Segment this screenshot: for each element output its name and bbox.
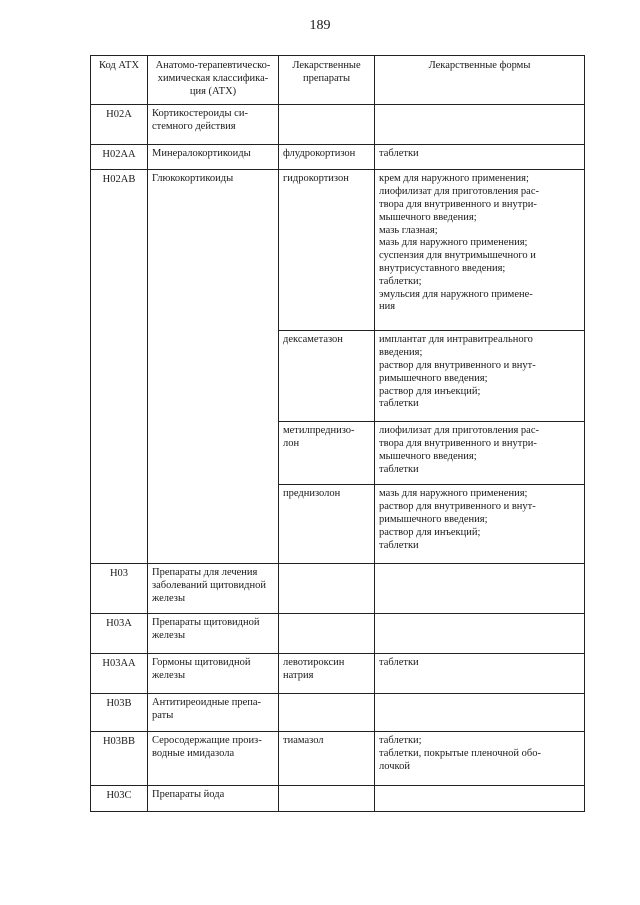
header-atc-classification: Анатомо-терапевтическо- химическая классифика- ция (АТХ) <box>148 56 279 105</box>
drug-cell: гидрокортизон <box>279 170 375 331</box>
forms-cell <box>375 105 585 145</box>
atc-code-cell: H02A <box>91 105 148 145</box>
atc-code-cell: H02AB <box>91 170 148 564</box>
atc-drug-table <box>90 55 585 812</box>
table-row <box>91 145 585 170</box>
forms-cell <box>375 786 585 812</box>
atc-code-cell: H03B <box>91 694 148 732</box>
forms-cell: таблетки <box>375 145 585 170</box>
classification-cell: Антитиреоидные препа- раты <box>148 694 279 732</box>
header-drugs: Лекарственные препараты <box>279 56 375 105</box>
forms-cell: лиофилизат для приготовления рас- твора для внутривенного и внутри- мышечного введения; таблетки <box>375 422 585 485</box>
drug-cell: метилпреднизо- лон <box>279 422 375 485</box>
forms-cell: крем для наружного применения; лиофилизат для приготовления рас- твора для внутривенного и внутри- мышечного введения; мазь глазная; мазь для наружного применения; суспензия для внутримышечного и внутрисуставного введения; таблетки; эмульсия для наружного примене- ния <box>375 170 585 331</box>
drug-cell: дексаметазон <box>279 331 375 422</box>
forms-cell <box>375 564 585 614</box>
header-atc-code: Код АТХ <box>91 56 148 105</box>
drug-cell <box>279 614 375 654</box>
classification-cell: Препараты йода <box>148 786 279 812</box>
table-header-row <box>91 56 585 105</box>
atc-code-cell: H03 <box>91 564 148 614</box>
atc-code-cell: H02AA <box>91 145 148 170</box>
table-row <box>91 786 585 812</box>
classification-cell: Гормоны щитовидной железы <box>148 654 279 694</box>
table-row <box>91 694 585 732</box>
forms-cell: таблетки; таблетки, покрытые пленочной обо- лочкой <box>375 732 585 786</box>
forms-cell: таблетки <box>375 654 585 694</box>
table-row <box>91 564 585 614</box>
drug-cell <box>279 786 375 812</box>
classification-cell: Препараты щитовидной железы <box>148 614 279 654</box>
drug-cell: левотироксин натрия <box>279 654 375 694</box>
classification-cell: Глюкокортикоиды <box>148 170 279 564</box>
forms-cell <box>375 694 585 732</box>
atc-code-cell: H03A <box>91 614 148 654</box>
classification-cell: Серосодержащие произ- водные имидазола <box>148 732 279 786</box>
page-number: 189 <box>309 18 331 33</box>
atc-code-cell: H03C <box>91 786 148 812</box>
forms-cell: имплантат для интравитреального введения; раствор для внутривенного и внут- римышечного введения; раствор для инъекций; таблетки <box>375 331 585 422</box>
drug-cell: тиамазол <box>279 732 375 786</box>
table-row <box>91 732 585 786</box>
drug-cell: флудрокортизон <box>279 145 375 170</box>
drug-cell <box>279 564 375 614</box>
drug-cell <box>279 105 375 145</box>
header-dosage-forms: Лекарственные формы <box>375 56 585 105</box>
classification-cell: Кортикостероиды си- стемного действия <box>148 105 279 145</box>
forms-cell <box>375 614 585 654</box>
classification-cell: Минералокортикоиды <box>148 145 279 170</box>
table-row <box>91 654 585 694</box>
drug-cell <box>279 694 375 732</box>
table-row <box>91 105 585 145</box>
table-row <box>91 614 585 654</box>
classification-cell: Препараты для лечения заболеваний щитовидной железы <box>148 564 279 614</box>
atc-code-cell: H03AA <box>91 654 148 694</box>
forms-cell: мазь для наружного применения; раствор для внутривенного и внут- римышечного введения; раствор для инъекций; таблетки <box>375 485 585 564</box>
atc-code-cell: H03BB <box>91 732 148 786</box>
drug-cell: преднизолон <box>279 485 375 564</box>
table-row <box>91 170 585 331</box>
